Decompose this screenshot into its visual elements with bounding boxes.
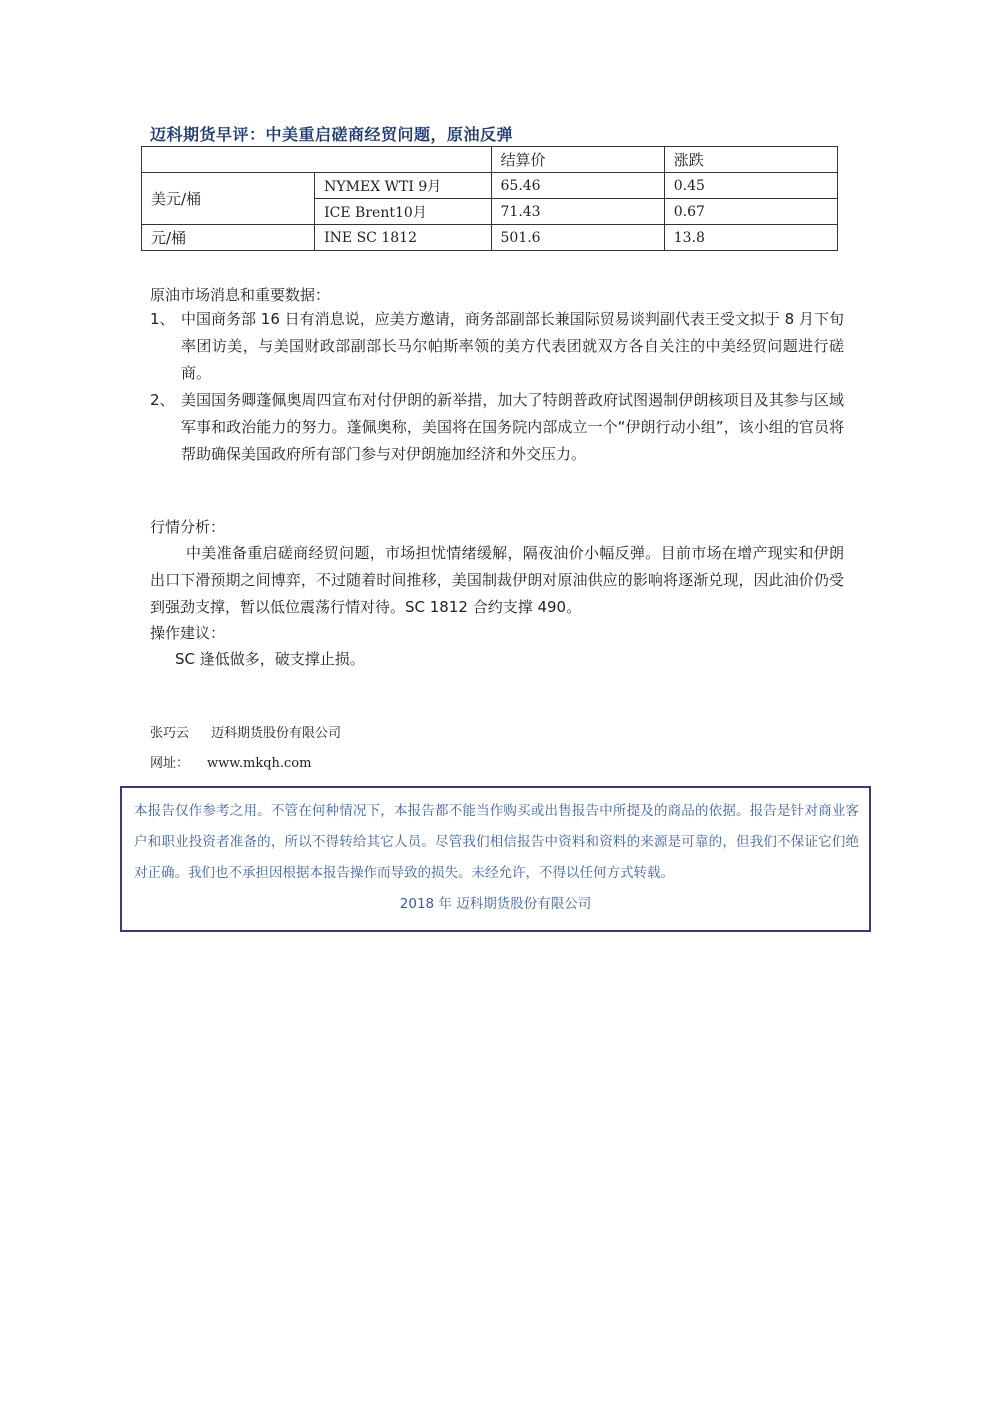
table-header-price: 结算价 xyxy=(491,147,664,173)
list-item xyxy=(150,306,844,387)
table-cell-unit: 元/桶 xyxy=(142,225,315,251)
table-row xyxy=(142,173,838,199)
price-table xyxy=(141,146,838,251)
author-name: 张巧云 xyxy=(150,726,190,741)
table-cell-contract: ICE Brent10月 xyxy=(315,199,491,225)
advice-body: SC 逢低做多，破支撑止损。 xyxy=(175,650,365,668)
list-item-text: 美国国务卿蓬佩奥周四宣布对付伊朗的新举措，加大了特朗普政府试图遏制伊朗核项目及其参与区域军事和政治能力的努力。蓬佩奥称，美国将在国务院内部成立一个“伊朗行动小组”，该小组的官员将帮助确保美国政府所有部门参与对伊朗施加经济和外交压力。 xyxy=(181,391,844,463)
website-line xyxy=(150,752,311,771)
table-cell-price: 71.43 xyxy=(491,199,664,225)
page-title: 迈科期货早评：中美重启磋商经贸问题，原油反弹 xyxy=(150,125,514,144)
news-heading: 原油市场消息和重要数据： xyxy=(150,286,331,304)
table-header-row xyxy=(142,147,838,173)
disclaimer-footer: 2018 年 迈科期货股份有限公司 xyxy=(399,896,592,912)
website-link[interactable]: www.mkqh.com xyxy=(207,756,312,771)
table-cell-contract: NYMEX WTI 9月 xyxy=(315,173,491,199)
analysis-heading: 行情分析： xyxy=(150,518,226,536)
author-line xyxy=(150,722,341,741)
list-item-text: 中国商务部 16 日有消息说，应美方邀请，商务部副部长兼国际贸易谈判副代表王受文拟于 8 月下旬率团访美，与美国财政部副部长马尔帕斯率领的美方代表团就双方各自关注的中美经贸问题进行磋商。 xyxy=(181,310,844,382)
table-cell-unit: 美元/桶 xyxy=(142,173,315,225)
list-item xyxy=(150,387,844,468)
table-row xyxy=(142,225,838,251)
table-cell-change: 0.67 xyxy=(664,199,837,225)
table-cell-change: 0.45 xyxy=(664,173,837,199)
author-company: 迈科期货股份有限公司 xyxy=(211,726,342,741)
table-cell-contract: INE SC 1812 xyxy=(315,225,491,251)
table-header-change: 涨跌 xyxy=(664,147,837,173)
table-cell-price: 65.46 xyxy=(491,173,664,199)
news-list xyxy=(150,306,844,468)
list-item-number: 1、 xyxy=(150,310,175,328)
table-cell-change: 13.8 xyxy=(664,225,837,251)
table-cell-price: 501.6 xyxy=(491,225,664,251)
disclaimer-box xyxy=(120,786,871,932)
disclaimer-text: 本报告仅作参考之用。不管在何种情况下，本报告都不能当作购买或出售报告中所提及的商品的依据。报告是针对商业客户和职业投资者准备的，所以不得转给其它人员。尽管我们相信报告中资料和资料的来源是可靠的，但我们不保证它们绝对正确。我们也不承担因根据本报告操作而导致的损失。未经允许，不得以任何方式转载。 xyxy=(134,803,859,881)
advice-heading: 操作建议： xyxy=(150,624,226,642)
list-item-number: 2、 xyxy=(150,391,175,409)
website-label: 网址： xyxy=(150,756,190,771)
analysis-body: 中美准备重启磋商经贸问题，市场担忧情绪缓解，隔夜油价小幅反弹。目前市场在增产现实和伊朗出口下滑预期之间博弈，不过随着时间推移，美国制裁伊朗对原油供应的影响将逐渐兑现，因此油价仍受到强劲支撑，暂以低位震荡行情对待。SC 1812 合约支撑 490。 xyxy=(150,544,844,616)
table-header-blank xyxy=(142,147,492,173)
